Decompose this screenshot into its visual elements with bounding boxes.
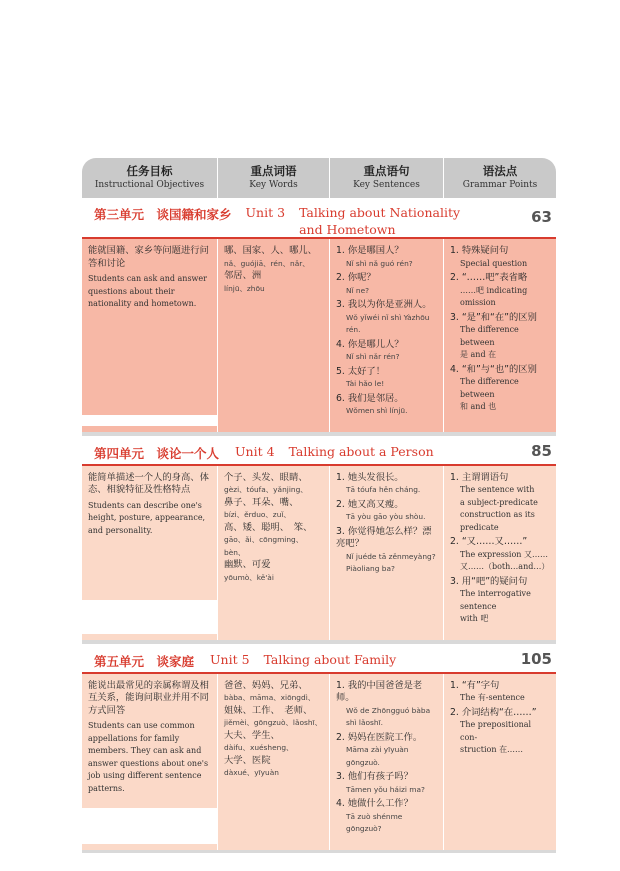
unit-5-title[interactable] [82,644,556,674]
unit-5-words: 爸爸、妈妈、兄弟、 bàba、māma、xiōngdì、 姐妹、工作、 老师、 jiěmèi、gōngzuò、lǎoshī、 大夫、学生、 dàifu、xuésheng、 大学、医院 dàxué、yīyuàn [218,674,330,844]
unit-4-row [82,466,556,634]
contents-table [82,158,556,853]
unit-5-sentences: 1. 我的中国爸爸是老师。 Wǒ de Zhōngguó bàba shì lǎoshī. 2. 妈妈在医院工作。 Māma zài yīyuàn gōngzuò. 3. 他们有孩子吗？ Tāmen yǒu háizi ma? 4. 她做什么工作？ Tā zuò shénme gōngzuò? [330,674,444,844]
header-objectives: 任务目标 Instructional Objectives [82,158,218,198]
unit-4-english-title: Talking about a Person [288,443,434,459]
table-bottom-edge [82,850,556,853]
unit-5-page: 105 [520,649,552,668]
unit-4-objective: 能简单描述一个人的身高、体态、相貌特征及性格特点 Students can describe one's height, posture, appearance, and personality. [82,466,218,600]
unit-3-number: Unit 3 [245,205,286,220]
unit-4-page: 85 [531,441,552,460]
unit-5-label: 第五单元 谈家庭 [94,653,195,669]
unit-3-spacer [82,426,556,432]
unit-5-number: Unit 5 [210,651,250,667]
unit-3-title[interactable] [82,198,556,239]
unit-3-words: 哪、国家、人、哪儿、 nǎ、guójiā、rén、nǎr、 邻居、洲 línjū、zhōu [218,239,330,426]
table-header [82,158,556,198]
unit-4-label: 第四单元 谈论一个人 [94,445,220,461]
header-grammar-points: 语法点 Grammar Points [462,164,538,190]
header-key-words: 重点词语 Key Words [218,158,330,198]
unit-5-grammar: 1. “有”字句 The 有-sentence 2. 介词结构“在……” The prepositional con- struction 在…… [444,674,556,844]
unit-4-grammar: 1. 主谓谓语句 The sentence with a subject-predicate construction as its predicate 2. “又……又……” The expression 又…… 又……（both…and…） 3. 用“吧”的疑问句 The interrogative sentence with 吧 [444,466,556,634]
unit-5-english-title: Talking about Family [263,651,397,667]
unit-5-objective: 能说出最常见的亲属称谓及相互关系，能询问职业并用不同方式回答 Students can use common appellations for family members. They can ask and answer questions about one's job using different sentence patterns. [82,674,218,808]
unit-4-sentences: 1. 她头发很长。 Tā tóufa hěn cháng. 2. 她又高又瘦。 Tā yòu gāo yòu shòu. 3. 你觉得她怎么样？漂亮吧？ Nǐ juéde tā zěnmeyàng? Piàoliang ba? [330,466,444,634]
unit-3-objective: 能就国籍、家乡等问题进行问答和讨论 Students can ask and answer questions about their nationality and hometown. [82,239,218,415]
unit-3-grammar: 1. 特殊疑问句 Special question 2. “……吧”表省略 ……吧 indicating omission 3. “是”和“在”的区别 The difference between 是 and 在 4. “和”与“也”的区别 The difference between 和 and 也 [444,239,556,426]
unit-4-spacer [82,634,556,640]
unit-4-number: Unit 4 [235,443,275,459]
unit-3-sentences: 1. 你是哪国人？ Nǐ shì nǎ guó rén? 2. 你呢？ Nǐ ne? 3. 我以为你是亚洲人。 Wǒ yǐwéi nǐ shì Yàzhōu rén. 4. 你是哪儿人？ Nǐ shì nǎr rén? 5. 太好了！ Tài hǎo le! 6. 我们是邻居。 Wǒmen shì línjū. [330,239,444,426]
unit-5-row [82,674,556,844]
unit-5-spacer [82,844,556,850]
unit-4-words: 个子、头发、眼睛、 gèzi、tóufa、yǎnjing、 鼻子、耳朵、嘴、 bízi、ěrduo、zuǐ、 高、矮、聪明、 笨、 gāo、ǎi、cōngming、bèn、 幽默、可爱 yōumò、kě'ài [218,466,330,634]
unit-3-page: 63 [531,208,552,226]
header-key-sentences: 重点语句 Key Sentences [330,158,444,198]
unit-3-row [82,239,556,426]
unit-3-english-title: Talking about Nationality and Hometown [299,205,461,237]
unit-3-label: 第三单元 谈国籍和家乡 [94,207,232,222]
unit-4-title[interactable] [82,436,556,466]
